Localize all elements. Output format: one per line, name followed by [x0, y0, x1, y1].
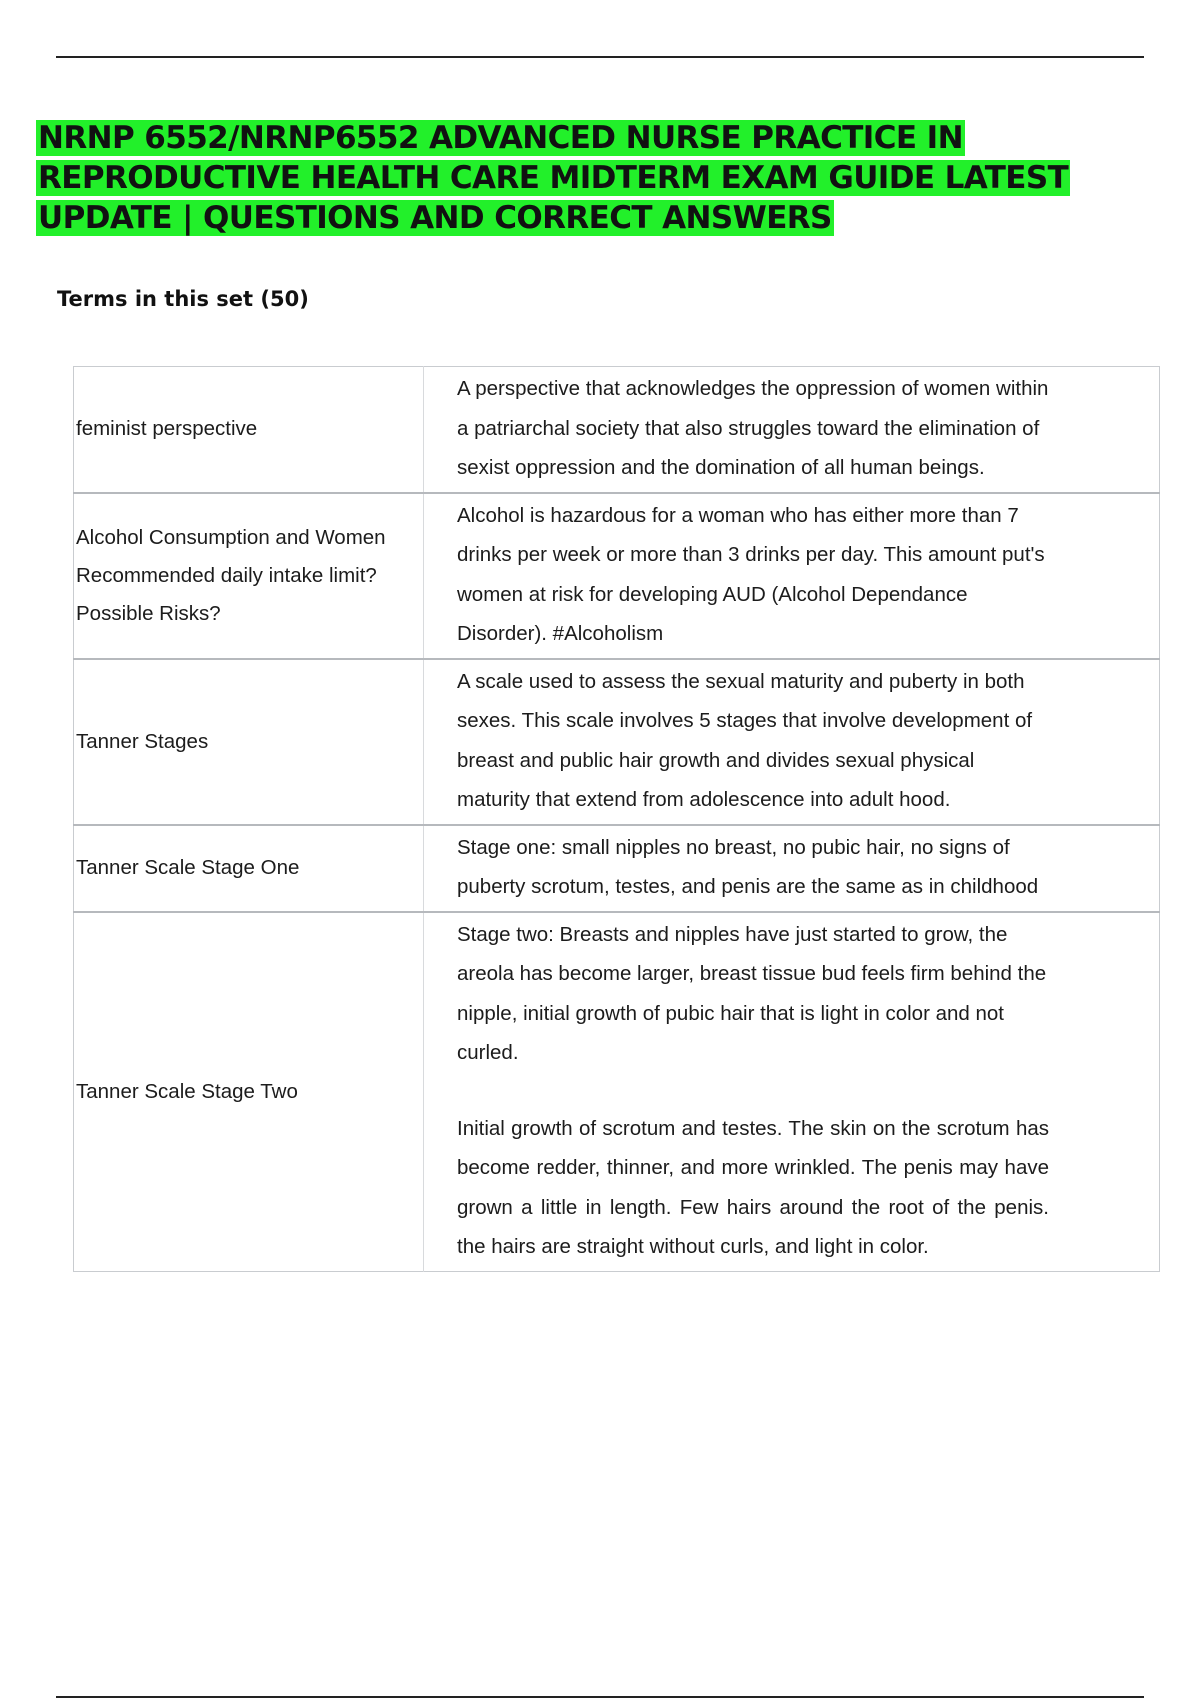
- title-highlight: NRNP 6552/NRNP6552 ADVANCED NURSE PRACTICE IN REPRODUCTIVE HEALTH CARE MIDTERM EXAM GUIDE LATEST UPDATE | QUESTIONS AND CORRECT ANSWERS: [38, 120, 1069, 236]
- term-cell: Alcohol Consumption and Women Recommended daily intake limit? Possible Risks?: [74, 493, 424, 659]
- term-cell: Tanner Stages: [74, 659, 424, 825]
- top-rule: [56, 56, 1144, 58]
- bottom-rule: [56, 1696, 1144, 1698]
- table-row: [74, 825, 1160, 912]
- definition-cell: Stage one: small nipples no breast, no pubic hair, no signs of puberty scrotum, testes, and penis are the same as in childhood: [424, 825, 1160, 912]
- document-title: [36, 118, 1176, 238]
- definition-paragraph: Stage two: Breasts and nipples have just started to grow, the areola has become larger, breast tissue bud feels firm behind the nipple, initial growth of pubic hair that is light in color and not curled.: [457, 922, 1047, 1064]
- definition-cell: A perspective that acknowledges the oppression of women within a patriarchal society that also struggles toward the elimination of sexist oppression and the domination of all human beings.: [424, 367, 1160, 493]
- term-cell: feminist perspective: [74, 367, 424, 493]
- table-row: [74, 367, 1160, 493]
- terms-table: [73, 366, 1160, 1272]
- definition-cell: Alcohol is hazardous for a woman who has either more than 7 drinks per week or more than 3 drinks per day. This amount put's women at risk for developing AUD (Alcohol Dependance Disorder). #Alcoholism: [424, 493, 1160, 659]
- definition-cell: A scale used to assess the sexual maturity and puberty in both sexes. This scale involves 5 stages that involve development of breast and public hair growth and divides sexual physical maturity that extend from adolescence into adult hood.: [424, 659, 1160, 825]
- table-row: [74, 493, 1160, 659]
- definition-paragraph: Initial growth of scrotum and testes. The skin on the scrotum has become redder, thinner, and more wrinkled. The penis may have grown a little in length. Few hairs around the root of the penis. the hairs are straight without curls, and light in color.: [457, 1116, 1049, 1258]
- term-cell: Tanner Scale Stage Two: [74, 912, 424, 1272]
- terms-count-label: Terms in this set (50): [57, 287, 309, 311]
- table-row: [74, 912, 1160, 1272]
- term-cell: Tanner Scale Stage One: [74, 825, 424, 912]
- definition-cell: [424, 912, 1160, 1272]
- table-row: [74, 659, 1160, 825]
